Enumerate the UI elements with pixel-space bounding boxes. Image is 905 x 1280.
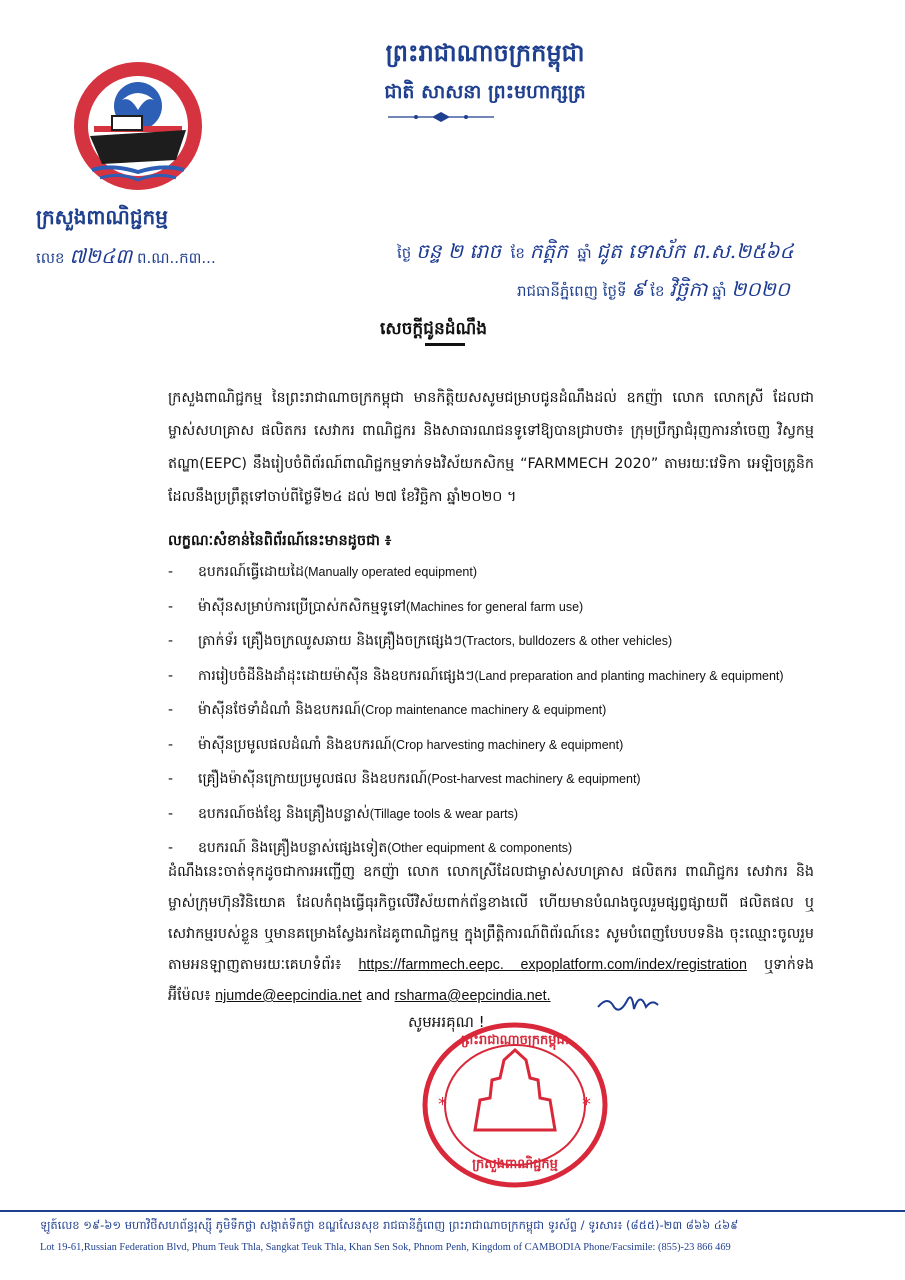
closing-paragraph	[168, 857, 814, 1012]
ornament-divider	[386, 110, 496, 124]
svg-text:*: *	[582, 1094, 591, 1115]
lunar-day: ចន្ទ ២ រោច	[416, 239, 502, 263]
list-item: - ម៉ាស៊ីនប្រមូលផលដំណាំ និងឧបករណ៍(Crop harvesting machinery & equipment)	[168, 736, 624, 753]
solar-month: វិច្ឆិកា	[669, 277, 708, 301]
list-item: - ម៉ាស៊ីនសម្រាប់ការប្រើប្រាស់កសិកម្មទូទៅ(Machines for general farm use)	[168, 598, 584, 615]
lunar-date-prefix: ថ្ងៃ	[397, 244, 412, 262]
ref-number: ៧២៤៣	[69, 244, 133, 268]
ref-suffix: ព.ណ..ក៣...	[136, 249, 216, 267]
features-list	[168, 560, 828, 871]
ministry-logo-icon	[72, 60, 204, 192]
registration-link[interactable]: https://farmmech.eepc. expoplatform.com/index/registration	[358, 957, 747, 973]
solar-year-prefix: ឆ្នាំ	[712, 282, 727, 300]
stamp-bottom-text: ក្រសួងពាណិជ្ជកម្ម	[472, 1157, 558, 1172]
list-item: - គ្រឿងម៉ាស៊ីនក្រោយប្រមូលផល និងឧបករណ៍(Post-harvest machinery & equipment)	[168, 771, 641, 787]
email-link-1[interactable]: njumde@eepcindia.net	[215, 988, 362, 1004]
list-item: - ឧបករណ៍ចង់ខ្សែ និងគ្រឿងបន្លាស់(Tillage tools & wear parts)	[168, 805, 518, 822]
lunar-year-prefix: ឆ្នាំ	[577, 244, 592, 262]
lunar-month: កត្តិក	[529, 239, 568, 263]
lunar-date	[397, 238, 794, 268]
footer-divider	[0, 1210, 905, 1212]
reference-line	[36, 243, 216, 273]
list-item: - ឧបករណ៍ធ្វើដោយដៃ(Manually operated equipment)	[168, 564, 477, 580]
list-item: - ត្រាក់ទ័រ គ្រឿងចក្រឈូសឆាយ និងគ្រឿងចក្រផ្សេងៗ(Tractors, bulldozers & other vehicles)	[168, 633, 673, 649]
regards-text: សូមអរគុណ !	[408, 1013, 485, 1031]
svg-text:*: *	[438, 1094, 447, 1115]
title-underline	[425, 343, 465, 346]
email-prefix: ឬទាក់ទងអ៊ីម៉ែល៖	[168, 957, 815, 1004]
closing-text: ដំណឹងនេះចាត់ទុកដូចជាការអញ្ជើញ ឧកញ៉ា លោក លោកស្រីដែលជាម្ចាស់សហគ្រាស ផលិតករ ពាណិជ្ជករ សេវាករ និងម្ចាស់ក្រុមហ៊ុនវិនិយោគ ដែលកំពុងធ្វើធុរកិច្ចលើវិស័យពាក់ព័ន្ធខាងលើ ហើយមានបំណងចូលរួមផ្សព្វផ្សាយពី ផលិតផល ឬ សេវាកម្មរបស់ខ្លួន ឬមានគម្រោងស្វែងរកដៃគូពាណិជ្ជកម្ម ក្នុងព្រឹត្តិការណ៍ពិព័រណ៍នេះ សូមបំពេញបែបបទនិង ចុះឈ្មោះចូលរួមតាមអនឡាញតាមរយៈគេហទំព័រ៖	[168, 864, 814, 973]
solar-month-prefix: ខែ	[650, 282, 665, 300]
lunar-month-prefix: ខែ	[510, 244, 525, 262]
ref-prefix: លេខ	[36, 249, 65, 267]
email-join: and	[366, 988, 391, 1004]
ministry-name: ក្រសួងពាណិជ្ជកម្ម	[36, 205, 168, 229]
intro-paragraph: ក្រសួងពាណិជ្ជកម្ម នៃព្រះរាជាណាចក្រកម្ពុជា មានកិត្តិយសសូមជម្រាបជូនដំណឹងដល់ ឧកញ៉ា លោក លោកស្រី ដែលជាម្ចាស់សហគ្រាស ផលិតករ សេវាករ ពាណិជ្ជករ និងសាធារណជនទូទៅឱ្យបានជ្រាបថា៖ ក្រុមប្រឹក្សាជំរុញការនាំចេញ វិស្វកម្មឥណ្ឌា(EEPC) នឹងរៀបចំពិព័រណ៍ពាណិជ្ជកម្មទាក់ទងវិស័យកសិកម្ម “FARMMECH 2020” តាមរយៈវេទិកា អេឡិចត្រូនិកដែលនឹងប្រព្រឹត្តទៅចាប់ពីថ្ងៃទី២៤ ដល់ ២៧ ខែវិច្ឆិកា ឆ្នាំ២០២០ ។	[168, 390, 814, 505]
email-link-2[interactable]: rsharma@eepcindia.net.	[394, 988, 551, 1004]
list-item: - ឧបករណ៍ និងគ្រឿងបន្លាស់ផ្សេងទៀត(Other equipment & components)	[168, 840, 573, 856]
footer-address-en: Lot 19-61,Russian Federation Blvd, Phum Teuk Thla, Sangkat Teuk Thla, Khan Sen Sok, Phnom Penh, Kingdom of CAMBODIA Phone/Facsimile: (855)-23 866 469	[40, 1242, 731, 1253]
notice-title: សេចក្តីជូនដំណឹង	[380, 319, 488, 339]
footer-address-kh: ឡូត៍លេខ ១៩-៦១ មហាវិថីសហព័ន្ធរុស្ស៊ី ភូមិទឹកថ្លា សង្កាត់ទឹកថ្លា ខណ្ឌសែនសុខ រាជធានីភ្នំពេញ ព្រះរាជាណាចក្រកម្ពុជា ទូរស័ព្ទ / ទូរសារ៖ (៨៥៥)-២៣ ៨៦៦ ៤៦៩	[40, 1218, 739, 1232]
list-item: - ម៉ាស៊ីនថែទាំដំណាំ និងឧបករណ៍(Crop maintenance machinery & equipment)	[168, 702, 607, 718]
solar-date	[517, 276, 790, 306]
lunar-year: ជូត ទោស័ក ព.ស.២៥៦៤	[596, 239, 794, 263]
list-item: - ការរៀបចំដីនិងដាំដុះដោយម៉ាស៊ីន និងឧបករណ៍ផ្សេងៗ(Land preparation and planting machinery & equipment)	[168, 667, 784, 684]
stamp-top-text: ព្រះរាជាណាចក្រកម្ពុជា	[461, 1033, 569, 1048]
motto: ជាតិ សាសនា ព្រះមហាក្សត្រ	[384, 81, 586, 103]
features-title: លក្ខណៈសំខាន់នៃពិព័រណ៍នេះមានដូចជា ៖	[168, 533, 392, 549]
solar-date-prefix: រាជធានីភ្នំពេញ ថ្ងៃទី	[517, 282, 627, 300]
solar-day: ៩	[631, 277, 646, 301]
initials-signature-icon	[594, 985, 664, 1019]
solar-year: ២០២០	[731, 277, 790, 301]
kingdom-title: ព្រះរាជាណាចក្រកម្ពុជា	[385, 38, 585, 67]
